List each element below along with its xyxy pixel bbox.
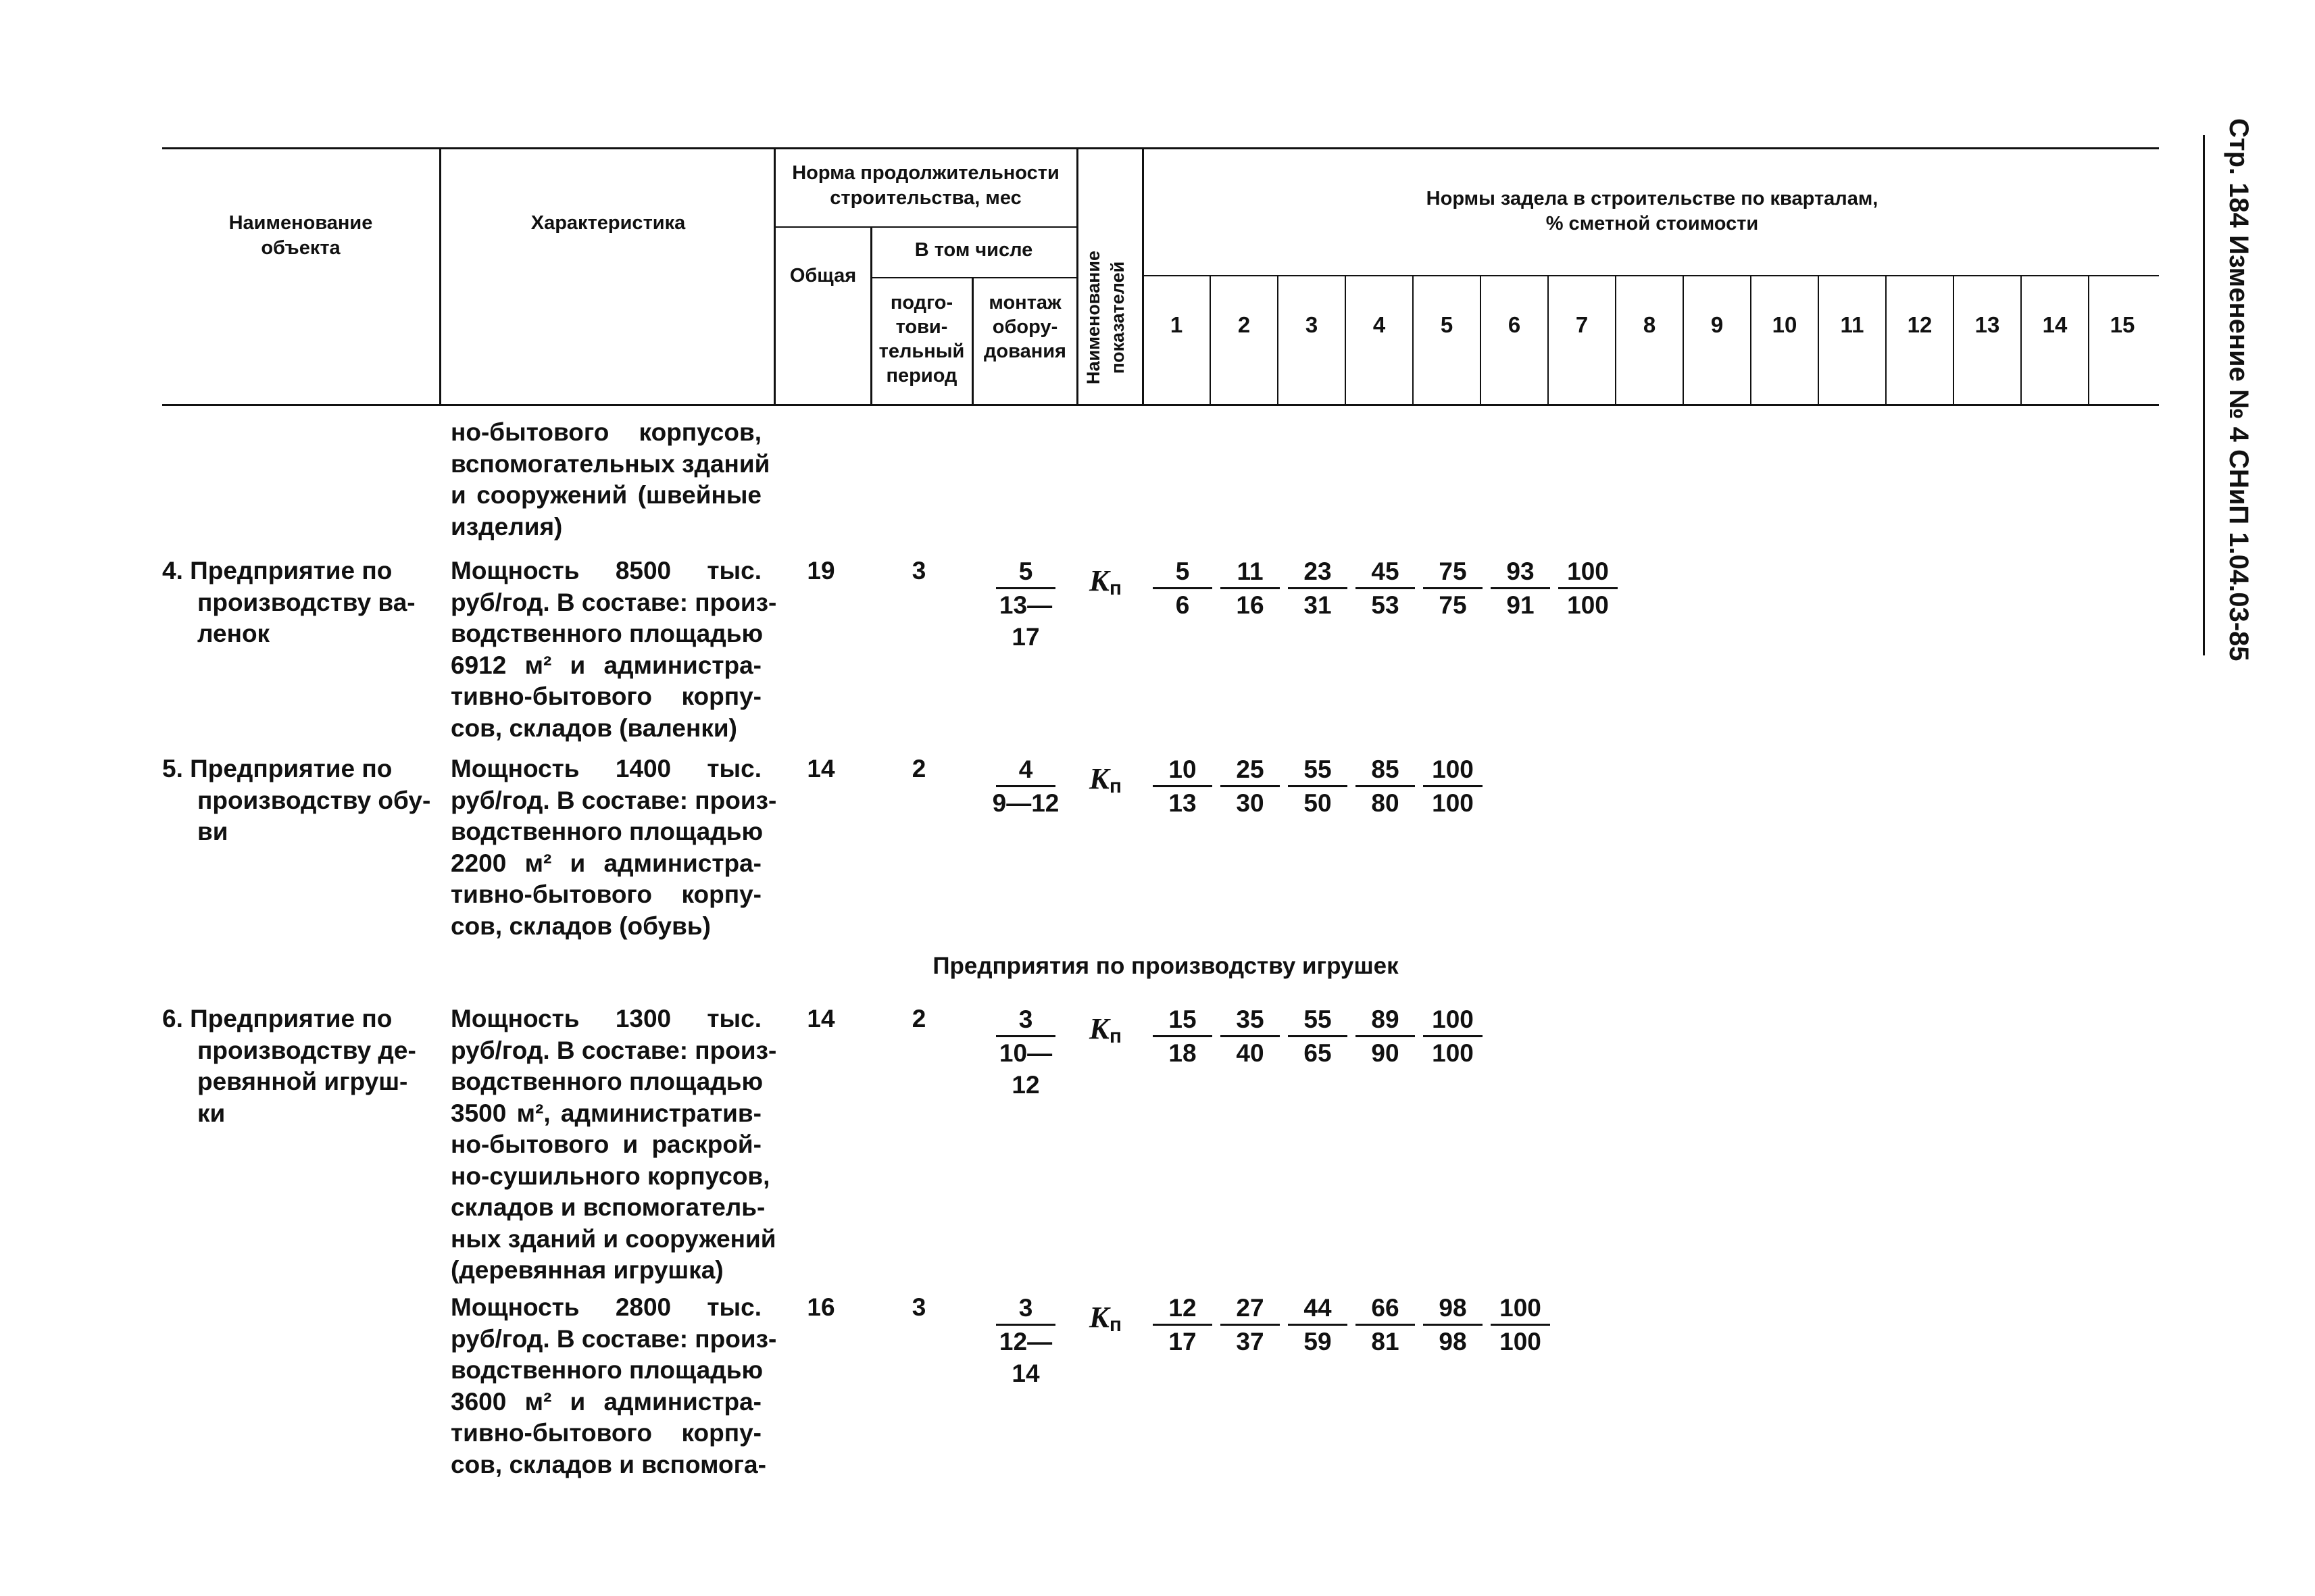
characteristic-line: но-бытового и раскрой-: [451, 1130, 762, 1158]
numerator: 3: [996, 1003, 1055, 1037]
denominator: 31: [1303, 591, 1332, 619]
continued-description: но-бытового корпусов, вспомогательных зданий и сооружений (швейные изделия): [451, 418, 770, 541]
numerator: 12: [1153, 1292, 1212, 1326]
object-name-line: производству ва-: [197, 588, 416, 616]
duration-total: 14: [807, 755, 835, 782]
numerator: 4: [996, 753, 1055, 787]
duration-total: 19: [807, 557, 835, 584]
denominator: 50: [1303, 789, 1332, 817]
quarter-value: [1419, 555, 1487, 621]
quarter-divider: [2088, 275, 2089, 406]
denominator: 65: [1303, 1039, 1332, 1067]
quarter-number: 12: [1907, 312, 1933, 337]
numerator: 55: [1288, 753, 1347, 787]
quarter-divider: [1345, 275, 1346, 406]
characteristic-line: 6912 м² и администра-: [451, 651, 762, 679]
object-name-line: ви: [197, 818, 228, 845]
characteristic-line: руб/год. В составе: произ-: [451, 786, 777, 814]
characteristic-line: Мощность 1400 тыс.: [451, 755, 762, 782]
indicator-kp-subscript: п: [1109, 1314, 1122, 1336]
quarter-value: [1351, 555, 1419, 621]
characteristic-line: сов, складов (обувь): [451, 912, 711, 940]
quarter-number: 9: [1710, 312, 1724, 337]
quarter-value: [1351, 753, 1419, 819]
characteristic-line: (деревянная игрушка): [451, 1256, 724, 1284]
indicator-kp: $К_п$: [1089, 564, 1122, 599]
quarter-number: 15: [2110, 312, 2135, 337]
denominator: 9—12: [992, 789, 1060, 817]
numerator: 11: [1220, 555, 1280, 589]
denominator: 91: [1506, 591, 1535, 619]
characteristic-line: руб/год. В составе: произ-: [451, 588, 777, 616]
quarter-divider: [2020, 275, 2022, 406]
denominator: 59: [1303, 1328, 1332, 1355]
characteristic-line: тивно-бытового корпу-: [451, 682, 762, 710]
quarter-number: 4: [1372, 312, 1386, 337]
subhead-rule: [870, 277, 1076, 278]
quarter-value: [1216, 1003, 1284, 1069]
characteristic-line: 2200 м² и администра-: [451, 849, 762, 877]
col-divider: [1076, 147, 1078, 406]
header-prep-period: подго- тови- тельный период: [878, 292, 965, 386]
side-page-header: Стр. 184 Изменение № 4 СНиП 1.04.03-85: [2224, 118, 2254, 662]
object-name: [162, 753, 430, 848]
quarter-divider: [1547, 275, 1549, 406]
object-name-line: производству де-: [197, 1036, 416, 1064]
quarter-value: [1487, 555, 1554, 621]
indicator-kp-subscript: п: [1109, 1025, 1122, 1047]
subhead-rule: [774, 226, 1076, 228]
quarter-value: [1284, 1292, 1351, 1357]
quarter-value: [1419, 753, 1487, 819]
denominator: 100: [1432, 1039, 1474, 1067]
quarter-value: [1149, 753, 1216, 819]
indicator-kp-subscript: п: [1109, 577, 1122, 599]
denominator: 37: [1236, 1328, 1264, 1355]
duration-prep: 3: [912, 557, 926, 584]
object-characteristic: [451, 555, 777, 744]
quarter-value: [1487, 1292, 1554, 1357]
characteristic-line: 3600 м² и администра-: [451, 1387, 762, 1416]
characteristic-line: водственного площадью: [451, 620, 764, 647]
object-name-line: 5. Предприятие по: [162, 755, 393, 782]
quarter-number: 8: [1643, 312, 1656, 337]
col-divider: [1142, 147, 1144, 406]
object-characteristic: [451, 1292, 777, 1480]
duration-mount: [992, 1292, 1060, 1389]
quarter-divider: [1885, 275, 1887, 406]
quarter-value: [1351, 1292, 1419, 1357]
quarter-divider: [1277, 275, 1278, 406]
characteristic-line: Мощность 2800 тыс.: [451, 1293, 762, 1321]
numerator: 93: [1491, 555, 1550, 589]
object-characteristic: [451, 753, 777, 942]
quarter-divider: [1818, 275, 1819, 406]
duration-total: 14: [807, 1005, 835, 1032]
quarter-number: 10: [1772, 312, 1797, 337]
quarter-divider: [1953, 275, 1954, 406]
object-name-line: производству обу-: [197, 786, 431, 814]
denominator: 12—14: [999, 1328, 1053, 1387]
quarter-value: [1284, 1003, 1351, 1069]
quarter-value: [1216, 753, 1284, 819]
characteristic-line: Мощность 1300 тыс.: [451, 1005, 762, 1032]
header-total: Общая: [789, 265, 857, 286]
quarter-divider: [1615, 275, 1616, 406]
object-name: [162, 1003, 416, 1129]
object-name-line: 6. Предприятие по: [162, 1005, 393, 1032]
numerator: 44: [1288, 1292, 1347, 1326]
denominator: 40: [1236, 1039, 1264, 1067]
duration-mount: [992, 1003, 1060, 1101]
denominator: 13—17: [999, 591, 1053, 651]
header-zadel-norms: Нормы задела в строительстве по кварталам, % сметной стоимости: [1426, 188, 1878, 234]
col-divider: [774, 147, 776, 406]
quarter-value: [1419, 1003, 1487, 1069]
quarter-number: 5: [1440, 312, 1453, 337]
side-header-rule: [2203, 135, 2205, 655]
characteristic-line: ных зданий и сооружений: [451, 1224, 776, 1253]
quarter-number: 11: [1840, 312, 1864, 337]
indicator-kp: $К_п$: [1089, 762, 1122, 797]
numerator: 10: [1153, 753, 1212, 787]
header-indicator: Наименование показателей: [1083, 250, 1128, 385]
numerator: 45: [1355, 555, 1415, 589]
header-top-rule: [162, 147, 2159, 149]
denominator: 81: [1371, 1328, 1399, 1355]
duration-prep: 2: [912, 1005, 926, 1032]
quarter-divider: [1480, 275, 1481, 406]
quarter-divider: [1210, 275, 1211, 406]
col-divider: [870, 226, 872, 406]
object-characteristic: [451, 1003, 777, 1287]
header-bottom-rule: [162, 404, 2159, 406]
section-title: Предприятия по производству игрушек: [932, 953, 1399, 979]
denominator: 10—12: [999, 1039, 1053, 1099]
denominator: 90: [1371, 1039, 1399, 1067]
characteristic-line: сов, складов и вспомога-: [451, 1450, 766, 1478]
object-name-line: ленок: [197, 620, 270, 647]
numerator: 66: [1355, 1292, 1415, 1326]
numerator: 15: [1153, 1003, 1212, 1037]
denominator: 98: [1439, 1328, 1467, 1355]
indicator-kp: $К_п$: [1089, 1301, 1122, 1336]
denominator: 53: [1371, 591, 1399, 619]
header-equipment-mount: монтаж обору- дования: [984, 292, 1066, 362]
numerator: 100: [1423, 1003, 1483, 1037]
numerator: 25: [1220, 753, 1280, 787]
object-name-line: ревянной игруш-: [197, 1068, 408, 1095]
numerator: 85: [1355, 753, 1415, 787]
quarter-number: 6: [1508, 312, 1521, 337]
numerator: 89: [1355, 1003, 1415, 1037]
characteristic-line: тивно-бытового корпу-: [451, 1419, 762, 1447]
quarter-divider: [1412, 275, 1414, 406]
quarter-value: [1216, 1292, 1284, 1357]
numerator: 27: [1220, 1292, 1280, 1326]
numerator: 55: [1288, 1003, 1347, 1037]
quarter-value: [1284, 753, 1351, 819]
characteristic-line: водственного площадью: [451, 1356, 764, 1384]
col-divider: [972, 277, 974, 406]
numerator: 100: [1423, 753, 1483, 787]
duration-total: 16: [807, 1293, 835, 1321]
characteristic-line: водственного площадью: [451, 1068, 764, 1095]
denominator: 75: [1439, 591, 1467, 619]
characteristic-line: руб/год. В составе: произ-: [451, 1036, 777, 1064]
denominator: 6: [1175, 591, 1190, 619]
quarter-value: [1149, 1292, 1216, 1357]
denominator: 13: [1168, 789, 1197, 817]
duration-prep: 3: [912, 1293, 926, 1321]
header-name-col: Наименование объекта: [228, 212, 373, 259]
header-characteristic: Характеристика: [530, 212, 686, 234]
numerator: 100: [1558, 555, 1618, 589]
characteristic-line: руб/год. В составе: произ-: [451, 1324, 777, 1353]
numerator: 5: [1153, 555, 1212, 589]
indicator-kp-subscript: п: [1109, 775, 1122, 797]
quarter-divider: [1750, 275, 1751, 406]
characteristic-line: но-сушильного корпусов,: [451, 1162, 770, 1190]
object-name: [162, 555, 416, 650]
denominator: 30: [1236, 789, 1264, 817]
quarter-number: 13: [1974, 312, 2000, 337]
numerator: 5: [996, 555, 1055, 589]
quarter-number: 3: [1305, 312, 1318, 337]
numerator: 35: [1220, 1003, 1280, 1037]
quarter-value: [1216, 555, 1284, 621]
duration-mount: [992, 753, 1060, 819]
quarters-rule: [1142, 275, 2159, 276]
denominator: 16: [1236, 591, 1264, 619]
object-name-line: 4. Предприятие по: [162, 557, 393, 584]
quarter-value: [1284, 555, 1351, 621]
characteristic-line: тивно-бытового корпу-: [451, 880, 762, 908]
numerator: 75: [1423, 555, 1483, 589]
denominator: 100: [1432, 789, 1474, 817]
header-norm-duration: Норма продолжительности строительства, мес: [792, 162, 1060, 209]
col-divider: [439, 147, 441, 406]
duration-mount: [992, 555, 1060, 653]
characteristic-line: сов, складов (валенки): [451, 714, 737, 742]
denominator: 18: [1168, 1039, 1197, 1067]
quarter-number: 1: [1170, 312, 1183, 337]
numerator: 98: [1423, 1292, 1483, 1326]
denominator: 80: [1371, 789, 1399, 817]
denominator: 100: [1499, 1328, 1541, 1355]
characteristic-line: Мощность 8500 тыс.: [451, 557, 762, 584]
quarter-divider: [1683, 275, 1684, 406]
quarter-value: [1554, 555, 1622, 621]
numerator: 3: [996, 1292, 1055, 1326]
header-including: В том числе: [914, 239, 1033, 261]
quarter-number: 7: [1575, 312, 1589, 337]
quarter-number: 14: [2042, 312, 2068, 337]
duration-prep: 2: [912, 755, 926, 782]
characteristic-line: 3500 м², административ-: [451, 1099, 762, 1127]
denominator: 17: [1168, 1328, 1197, 1355]
denominator: 100: [1567, 591, 1609, 619]
quarter-value: [1149, 555, 1216, 621]
characteristic-line: водственного площадью: [451, 818, 764, 845]
quarter-value: [1351, 1003, 1419, 1069]
numerator: 23: [1288, 555, 1347, 589]
quarter-value: [1419, 1292, 1487, 1357]
numerator: 100: [1491, 1292, 1550, 1326]
object-name-line: ки: [197, 1099, 226, 1127]
quarter-value: [1149, 1003, 1216, 1069]
indicator-kp: $К_п$: [1089, 1012, 1122, 1047]
quarter-number: 2: [1237, 312, 1251, 337]
characteristic-line: складов и вспомогатель-: [451, 1193, 766, 1221]
